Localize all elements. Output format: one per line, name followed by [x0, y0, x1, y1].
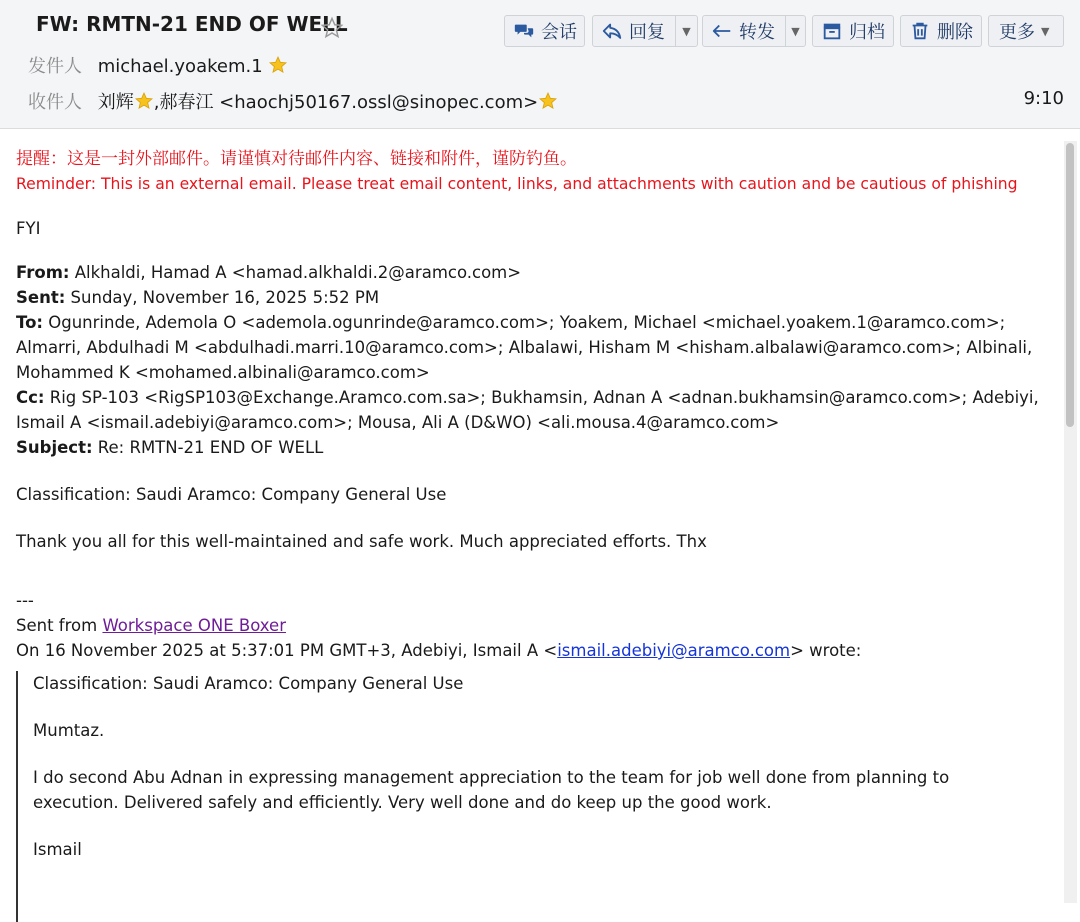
subject-label: Subject: — [16, 438, 93, 457]
subject-value: Re: RMTN-21 END OF WELL — [92, 438, 324, 457]
vip-star-icon — [134, 91, 154, 111]
chat-bubbles-icon — [513, 20, 535, 42]
forward-button[interactable] — [702, 15, 806, 47]
vip-star-icon — [538, 91, 558, 111]
reply-label: 回复 — [629, 22, 665, 43]
quote-classification: Classification: Saudi Aramco: Company General Use — [33, 674, 464, 693]
recipient-label: 收件人 — [28, 92, 82, 113]
scrollbar-thumb[interactable] — [1066, 143, 1074, 427]
mail-subject: FW: RMTN-21 END OF WELL — [36, 12, 348, 36]
forward-subject — [16, 435, 1046, 460]
delete-button[interactable] — [900, 15, 982, 47]
forward-arrow-icon — [711, 20, 733, 42]
wrote-suffix: > wrote: — [790, 641, 862, 660]
quoted-message — [16, 671, 1046, 922]
recipient-row — [28, 88, 558, 114]
delete-label: 删除 — [937, 22, 973, 43]
cc-value: Rig SP-103 <RigSP103@Exchange.Aramco.com.sa>; Bukhamsin, Adnan A <adnan.bukhamsin@aramco.com>; Adebiyi, Ismail A <ismail.adebiyi@aramco.com>; Mousa, Ali A (D&WO) <ali.mousa.4@aramco.com> — [16, 388, 1039, 432]
forward-to — [16, 310, 1046, 385]
mail-time: 9:10 — [1023, 88, 1064, 109]
more-button[interactable] — [988, 15, 1064, 47]
cc-label: Cc: — [16, 388, 45, 407]
recipient-2[interactable]: ,郝春江 <haochj50167.ossl@sinopec.com> — [153, 92, 539, 113]
external-warning-cn: 提醒：这是一封外部邮件。请谨慎对待邮件内容、链接和附件，谨防钓鱼。 — [16, 149, 577, 169]
more-label: 更多 — [999, 22, 1035, 43]
reply-arrow-icon — [601, 20, 623, 42]
sent-from-line — [16, 613, 1046, 638]
sender-name[interactable]: michael.yoakem.1 — [97, 56, 263, 77]
trash-icon — [909, 20, 931, 42]
external-warning-en: Reminder: This is an external email. Please treat email content, links, and attachments with caution and be cautious of phishing — [16, 175, 1018, 193]
conversation-button[interactable] — [504, 15, 585, 47]
chevron-down-icon: ▼ — [1041, 24, 1050, 38]
forward-sent — [16, 285, 1046, 310]
chevron-down-icon[interactable]: ▼ — [675, 16, 697, 46]
reply-button[interactable] — [592, 15, 698, 47]
sender-label: 发件人 — [28, 56, 82, 77]
to-value: Ogunrinde, Ademola O <ademola.ogunrinde@aramco.com>; Yoakem, Michael <michael.yoakem.1@aramco.com>; Almarri, Abdulhadi M <abdulhadi.marri.10@aramco.com>; Albalawi, Hisham M <hisham.albalawi@aramco.com>; Albinali, Mohammed K <mohamed.albinali@aramco.com> — [16, 313, 1033, 382]
quote-greeting: Mumtaz. — [33, 721, 105, 740]
vip-star-icon — [268, 55, 288, 75]
quote-signature: Ismail — [33, 840, 82, 859]
boxer-link[interactable]: Workspace ONE Boxer — [102, 616, 286, 635]
wrote-prefix: On 16 November 2025 at 5:37:01 PM GMT+3, Adebiyi, Ismail A < — [16, 641, 558, 660]
star-outline-icon[interactable] — [320, 16, 344, 40]
sender-row — [28, 52, 288, 78]
fyi-text: FYI — [16, 219, 41, 238]
separator-text: --- — [16, 591, 34, 610]
archive-button[interactable] — [812, 15, 894, 47]
thanks-text: Thank you all for this well-maintained and safe work. Much appreciated efforts. Thx — [16, 532, 707, 551]
classification-text: Classification: Saudi Aramco: Company General Use — [16, 485, 447, 504]
mail-header — [0, 0, 1080, 129]
recipient-1[interactable]: 刘辉 — [97, 92, 134, 113]
from-value: Alkhaldi, Hamad A <hamad.alkhaldi.2@aramco.com> — [69, 263, 522, 282]
conversation-label: 会话 — [541, 22, 577, 43]
mail-content — [16, 147, 1046, 922]
sent-from-prefix: Sent from — [16, 616, 103, 635]
archive-box-icon — [821, 20, 843, 42]
forward-label: 转发 — [739, 22, 775, 43]
chevron-down-icon[interactable]: ▼ — [785, 16, 805, 46]
archive-label: 归档 — [849, 22, 885, 43]
to-label: To: — [16, 313, 43, 332]
wrote-line — [16, 638, 1046, 663]
quote-paragraph: I do second Abu Adnan in expressing management appreciation to the team for job well done from planning to execution. Delivered safely and efficiently. Very well done and do keep up the good work. — [33, 768, 950, 812]
forward-from — [16, 260, 1046, 285]
ismail-email-link[interactable]: ismail.adebiyi@aramco.com — [557, 641, 791, 660]
forward-cc — [16, 385, 1046, 435]
sent-value: Sunday, November 16, 2025 5:52 PM — [65, 288, 380, 307]
from-label: From: — [16, 263, 70, 282]
sent-label: Sent: — [16, 288, 66, 307]
mail-body — [0, 129, 1080, 903]
